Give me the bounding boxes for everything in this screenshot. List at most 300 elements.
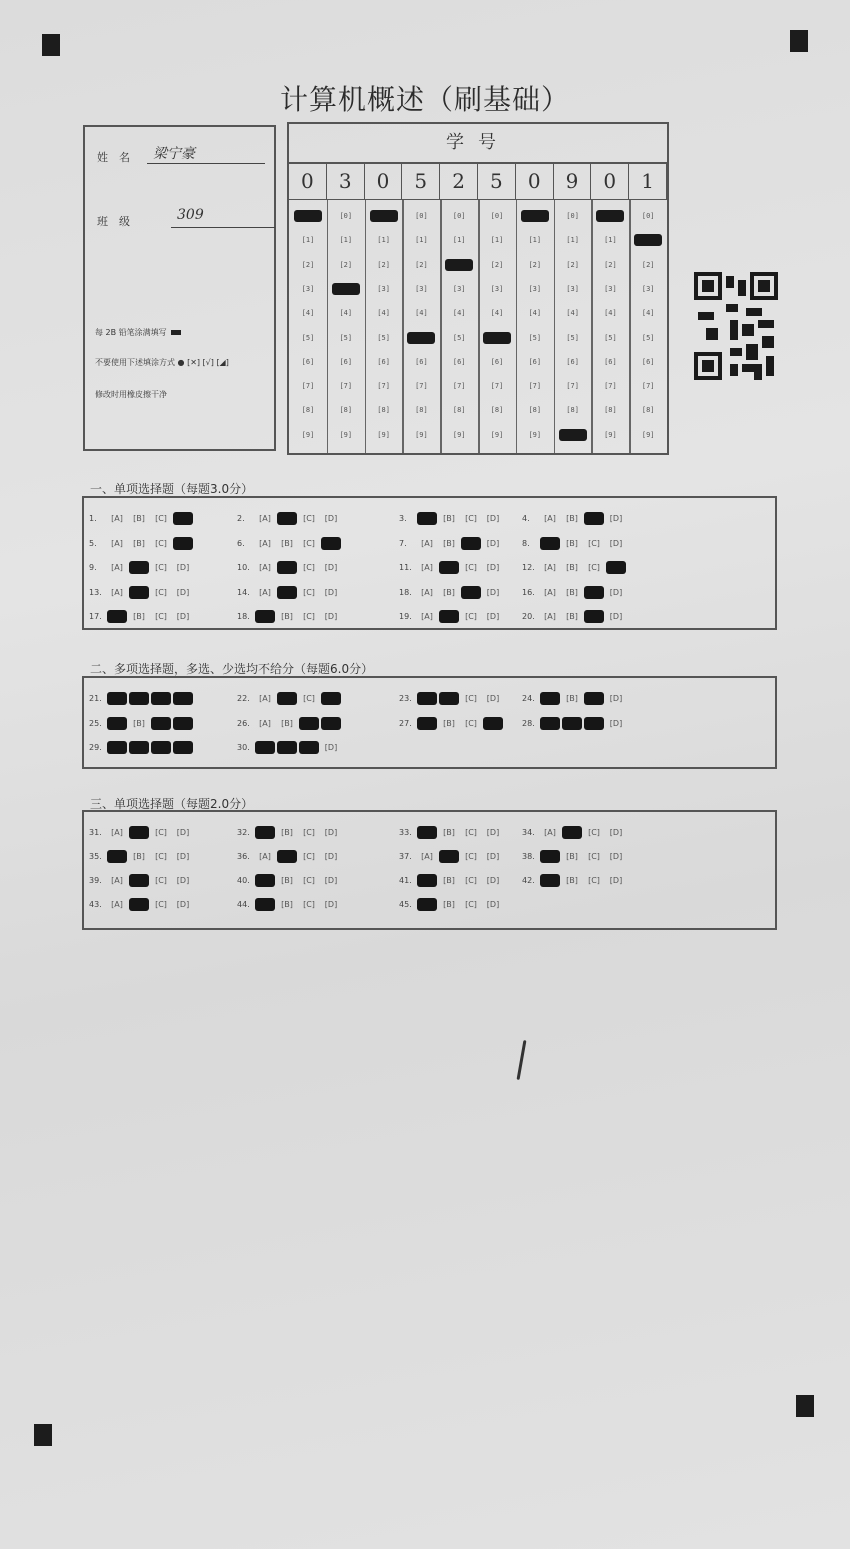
answer-option[interactable]: [D] — [486, 612, 500, 621]
answer-option[interactable]: [B] — [566, 563, 578, 572]
answer-option[interactable] — [173, 692, 193, 705]
answer-option[interactable]: [B] — [281, 900, 293, 909]
student-id-bubble[interactable]: [4] — [377, 309, 390, 318]
student-id-bubble[interactable]: [4] — [415, 309, 428, 318]
answer-option[interactable]: [B] — [566, 694, 578, 703]
question-number: 39. — [89, 876, 102, 885]
answer-option[interactable]: [D] — [324, 587, 338, 597]
student-id-bubble[interactable]: [8] — [452, 406, 466, 415]
student-id-bubble[interactable]: [5] — [528, 333, 542, 342]
answer-option[interactable]: [A] — [111, 514, 123, 523]
student-id-bubble[interactable]: [4] — [490, 309, 504, 318]
answer-option[interactable]: [C] — [465, 828, 477, 837]
answer-option[interactable]: [B] — [566, 514, 578, 523]
student-id-bubble[interactable] — [596, 210, 624, 222]
student-id-bubble[interactable] — [559, 429, 587, 441]
answer-option[interactable] — [417, 874, 437, 887]
student-id-bubble[interactable]: [7] — [377, 382, 390, 391]
student-id-bubble[interactable]: [3] — [604, 284, 617, 293]
answer-option[interactable] — [540, 537, 560, 550]
answer-option[interactable]: [B] — [281, 828, 293, 837]
student-id-bubble[interactable]: [5] — [301, 333, 315, 342]
answer-option[interactable] — [107, 610, 127, 623]
student-id-bubble[interactable]: [3] — [566, 284, 579, 293]
student-id-bubble[interactable]: [5] — [604, 333, 617, 342]
student-id-bubble[interactable]: [7] — [452, 382, 466, 391]
answer-option[interactable] — [321, 537, 341, 550]
student-id-bubble[interactable]: [4] — [528, 309, 542, 318]
answer-option[interactable]: [C] — [465, 694, 477, 703]
answer-option[interactable]: [C] — [155, 900, 167, 909]
answer-option[interactable]: [C] — [465, 718, 477, 728]
question-number: 2. — [237, 514, 245, 523]
answer-option[interactable]: [D] — [609, 694, 623, 703]
answer-option[interactable] — [255, 826, 275, 839]
answer-option[interactable]: [A] — [544, 828, 556, 837]
answer-option[interactable]: [B] — [566, 612, 578, 621]
student-id-bubble[interactable]: [0] — [566, 212, 579, 220]
student-id-bubble[interactable]: [2] — [566, 260, 579, 269]
answer-option[interactable]: [C] — [303, 852, 315, 861]
answer-option[interactable]: [A] — [421, 852, 433, 861]
answer-option[interactable] — [299, 717, 319, 730]
answer-option[interactable]: [C] — [588, 852, 600, 861]
answer-option[interactable]: [C] — [465, 900, 477, 909]
student-id-digit: 0 — [365, 164, 403, 200]
answer-option[interactable]: [D] — [486, 587, 500, 597]
answer-option[interactable]: [D] — [609, 876, 623, 885]
question-number: 31. — [89, 828, 102, 837]
student-id-bubble[interactable]: [1] — [301, 236, 315, 245]
answer-option[interactable] — [107, 717, 127, 730]
student-id-bubble[interactable]: [6] — [339, 357, 353, 366]
answer-option[interactable]: [C] — [303, 538, 315, 548]
section-1-box — [82, 496, 777, 630]
answer-option[interactable] — [417, 717, 437, 730]
answer-option[interactable]: [B] — [281, 612, 293, 621]
student-info-box — [83, 125, 276, 451]
answer-option[interactable]: [C] — [155, 612, 167, 621]
answer-option[interactable]: [A] — [544, 612, 556, 621]
answer-option[interactable] — [255, 898, 275, 911]
answer-option[interactable]: [D] — [486, 900, 500, 909]
student-id-bubble[interactable]: [1] — [528, 236, 542, 245]
answer-option[interactable]: [D] — [609, 828, 623, 837]
student-id-column-divider — [402, 200, 404, 453]
student-id-bubble[interactable]: [8] — [301, 406, 315, 415]
answer-option[interactable] — [584, 717, 604, 730]
student-id-bubble[interactable]: [4] — [641, 309, 655, 318]
student-id-bubble[interactable]: [1] — [452, 236, 466, 245]
question-number: 19. — [399, 612, 412, 621]
answer-option[interactable] — [417, 512, 437, 525]
answer-option[interactable]: [C] — [303, 694, 315, 703]
answer-option[interactable]: [D] — [486, 852, 500, 861]
student-id-bubble[interactable]: [9] — [604, 430, 617, 439]
answer-option[interactable] — [129, 874, 149, 887]
answer-option[interactable] — [540, 717, 560, 730]
answer-option[interactable]: [C] — [588, 876, 600, 885]
answer-option[interactable]: [D] — [609, 718, 623, 728]
student-id-bubble[interactable]: [3] — [528, 284, 542, 293]
student-id-bubble[interactable]: [6] — [415, 357, 428, 366]
answer-option[interactable] — [439, 692, 459, 705]
answer-option[interactable]: [D] — [176, 900, 190, 909]
answer-option[interactable]: [B] — [566, 538, 578, 548]
student-id-bubble[interactable]: [9] — [339, 430, 353, 439]
answer-option[interactable]: [D] — [324, 900, 338, 909]
question-number: 43. — [89, 900, 102, 909]
student-id-digit: 0 — [516, 164, 554, 200]
answer-option[interactable] — [277, 692, 297, 705]
answer-option[interactable]: [C] — [155, 563, 167, 572]
student-id-bubble[interactable] — [332, 283, 360, 295]
answer-option[interactable] — [129, 586, 149, 599]
student-id-bubble[interactable]: [5] — [452, 333, 466, 342]
answer-option[interactable] — [277, 561, 297, 574]
answer-option[interactable]: [B] — [566, 876, 578, 885]
student-id-bubble[interactable] — [483, 332, 511, 344]
answer-option[interactable] — [129, 692, 149, 705]
student-id-bubble[interactable]: [8] — [339, 406, 353, 415]
answer-option[interactable]: [D] — [176, 876, 190, 885]
answer-option[interactable]: [D] — [176, 612, 190, 621]
student-id-bubble[interactable]: [3] — [641, 284, 655, 293]
answer-option[interactable]: [A] — [111, 538, 123, 548]
question-number: 10. — [237, 563, 250, 572]
answer-option[interactable]: [B] — [443, 876, 455, 885]
answer-option[interactable]: [C] — [303, 587, 315, 597]
student-id-bubble[interactable]: [4] — [566, 309, 579, 318]
answer-option[interactable]: [A] — [421, 612, 433, 621]
answer-option[interactable] — [417, 898, 437, 911]
student-id-bubble[interactable]: [2] — [415, 260, 428, 269]
student-id-bubble[interactable] — [370, 210, 398, 222]
answer-option[interactable] — [107, 741, 127, 754]
answer-option[interactable]: [B] — [281, 718, 293, 728]
answer-option[interactable]: [D] — [324, 828, 338, 837]
answer-option[interactable] — [129, 898, 149, 911]
student-id-bubble[interactable]: [7] — [566, 382, 579, 391]
student-id-bubble[interactable]: [6] — [528, 357, 542, 366]
question-number: 26. — [237, 718, 250, 728]
answer-option[interactable]: [D] — [324, 743, 338, 752]
answer-option[interactable]: [A] — [111, 587, 123, 597]
answer-option[interactable]: [D] — [486, 514, 500, 523]
student-id-bubble[interactable] — [445, 259, 473, 271]
answer-option[interactable]: [A] — [259, 538, 271, 548]
answer-option[interactable]: [B] — [443, 514, 455, 523]
answer-option[interactable]: [C] — [155, 514, 167, 523]
student-id-bubble[interactable]: [4] — [301, 309, 315, 318]
student-id-bubble[interactable]: [2] — [339, 260, 353, 269]
student-id-bubble[interactable]: [0] — [452, 212, 466, 220]
student-id-bubble[interactable]: [2] — [377, 260, 390, 269]
answer-option[interactable]: [C] — [465, 852, 477, 861]
answer-option[interactable] — [107, 850, 127, 863]
student-id-bubble[interactable]: [3] — [377, 284, 390, 293]
answer-option[interactable] — [417, 826, 437, 839]
answer-option[interactable]: [D] — [176, 563, 190, 572]
answer-option[interactable]: [D] — [609, 587, 623, 597]
student-id-bubble[interactable]: [1] — [566, 236, 579, 245]
answer-option[interactable]: [C] — [465, 876, 477, 885]
student-id-bubble[interactable]: [0] — [490, 212, 504, 220]
class-value[interactable]: 309 — [171, 207, 275, 228]
question-number: 28. — [522, 718, 535, 728]
student-id-bubble[interactable]: [8] — [415, 406, 428, 415]
answer-option[interactable]: [A] — [259, 852, 271, 861]
answer-option[interactable] — [540, 692, 560, 705]
answer-option[interactable]: [A] — [111, 900, 123, 909]
student-id-bubble[interactable]: [2] — [641, 260, 655, 269]
student-id-bubble[interactable]: [9] — [490, 430, 504, 439]
fill-instruction: 每 2B 铅笔涂满填写 — [95, 327, 181, 338]
student-id-bubble[interactable]: [7] — [339, 382, 353, 391]
student-id-bubble[interactable]: [8] — [604, 406, 617, 415]
answer-option[interactable] — [584, 692, 604, 705]
name-row — [97, 146, 195, 165]
answer-option[interactable]: [C] — [303, 563, 315, 572]
answer-option[interactable]: [C] — [303, 514, 315, 523]
answer-option[interactable]: [C] — [465, 612, 477, 621]
answer-option[interactable]: [B] — [443, 538, 455, 548]
student-id-bubble[interactable]: [8] — [490, 406, 504, 415]
student-id-bubble[interactable]: [5] — [339, 333, 353, 342]
answer-option[interactable] — [439, 610, 459, 623]
student-id-bubble[interactable]: [1] — [377, 236, 390, 245]
answer-option[interactable]: [B] — [133, 514, 145, 523]
student-id-bubble[interactable]: [7] — [490, 382, 504, 391]
answer-option[interactable] — [562, 717, 582, 730]
student-id-bubble[interactable]: [5] — [641, 333, 655, 342]
student-id-bubble[interactable]: [4] — [452, 309, 466, 318]
answer-option[interactable]: [D] — [176, 587, 190, 597]
student-id-bubble[interactable]: [5] — [377, 333, 390, 342]
answer-option[interactable]: [A] — [421, 563, 433, 572]
student-id-bubble[interactable]: [2] — [301, 260, 315, 269]
answer-option[interactable]: [B] — [133, 538, 145, 548]
student-id-bubble[interactable]: [8] — [377, 406, 390, 415]
answer-option[interactable]: [A] — [259, 514, 271, 523]
answer-option[interactable]: [A] — [111, 876, 123, 885]
answer-option[interactable]: [C] — [155, 876, 167, 885]
answer-option[interactable] — [173, 741, 193, 754]
answer-option[interactable] — [584, 586, 604, 599]
answer-option[interactable]: [D] — [486, 694, 500, 703]
answer-option[interactable] — [483, 717, 503, 730]
answer-option[interactable]: [D] — [486, 828, 500, 837]
answer-option[interactable]: [A] — [544, 563, 556, 572]
answer-option[interactable] — [584, 610, 604, 623]
student-id-bubble[interactable]: [8] — [528, 406, 542, 415]
answer-option[interactable]: [C] — [465, 563, 477, 572]
student-id-bubble[interactable]: [6] — [641, 357, 655, 366]
answer-option[interactable]: [D] — [609, 852, 623, 861]
answer-option[interactable]: [B] — [443, 900, 455, 909]
answer-option[interactable] — [606, 561, 626, 574]
name-value[interactable]: 梁宁豪 — [147, 143, 265, 164]
answer-option[interactable] — [129, 741, 149, 754]
answer-option[interactable]: [A] — [111, 563, 123, 572]
answer-option[interactable]: [A] — [421, 587, 433, 597]
student-id-bubble[interactable] — [294, 210, 322, 222]
answer-option[interactable]: [D] — [486, 876, 500, 885]
question-number: 41. — [399, 876, 412, 885]
student-id-bubble[interactable]: [6] — [490, 357, 504, 366]
student-id-bubble[interactable]: [0] — [415, 212, 428, 220]
student-id-bubble[interactable]: [8] — [641, 406, 655, 415]
answer-option[interactable]: [C] — [155, 828, 167, 837]
student-id-bubble[interactable]: [3] — [490, 284, 504, 293]
student-id-bubble[interactable]: [1] — [339, 236, 353, 245]
answer-option[interactable]: [B] — [281, 538, 293, 548]
student-id-bubble[interactable]: [2] — [528, 260, 542, 269]
answer-option[interactable]: [D] — [324, 514, 338, 523]
answer-option[interactable]: [C] — [303, 612, 315, 621]
answer-option[interactable]: [D] — [324, 876, 338, 885]
answer-option[interactable]: [C] — [588, 828, 600, 837]
answer-option[interactable] — [584, 512, 604, 525]
answer-option[interactable]: [A] — [259, 587, 271, 597]
answer-option[interactable] — [417, 692, 437, 705]
answer-option[interactable]: [A] — [259, 563, 271, 572]
answer-option[interactable] — [299, 741, 319, 754]
answer-option[interactable] — [129, 826, 149, 839]
answer-option[interactable]: [D] — [324, 563, 338, 572]
answer-option[interactable]: [D] — [486, 563, 500, 572]
student-id-bubble[interactable]: [6] — [301, 357, 315, 366]
answer-option[interactable]: [C] — [303, 876, 315, 885]
answer-option[interactable]: [B] — [133, 612, 145, 621]
answer-option[interactable]: [D] — [609, 612, 623, 621]
answer-option[interactable]: [D] — [324, 852, 338, 861]
answer-option[interactable] — [439, 850, 459, 863]
answer-option[interactable] — [562, 826, 582, 839]
answer-option[interactable] — [439, 561, 459, 574]
answer-option[interactable] — [151, 717, 171, 730]
answer-option[interactable]: [C] — [155, 538, 167, 548]
student-id-bubble[interactable]: [9] — [301, 430, 315, 439]
answer-option[interactable]: [C] — [155, 587, 167, 597]
answer-option[interactable] — [173, 537, 193, 550]
answer-option[interactable]: [B] — [443, 828, 455, 837]
answer-option[interactable]: [B] — [133, 718, 145, 728]
answer-option[interactable]: [C] — [303, 900, 315, 909]
answer-option[interactable] — [321, 692, 341, 705]
student-id-bubble[interactable]: [7] — [604, 382, 617, 391]
answer-option[interactable] — [255, 610, 275, 623]
student-id-bubble[interactable]: [9] — [452, 430, 466, 439]
answer-option[interactable]: [C] — [588, 563, 600, 572]
student-id-bubble[interactable]: [9] — [528, 430, 542, 439]
answer-option[interactable] — [255, 741, 275, 754]
student-id-bubble[interactable]: [8] — [566, 406, 579, 415]
student-id-bubble[interactable]: [0] — [641, 212, 655, 220]
answer-option[interactable] — [255, 874, 275, 887]
question-number: 9. — [89, 563, 97, 572]
student-id-bubble[interactable]: [7] — [415, 382, 428, 391]
answer-option[interactable] — [173, 512, 193, 525]
answer-option[interactable] — [277, 586, 297, 599]
student-id-bubble[interactable]: [6] — [452, 357, 466, 366]
student-id-bubble[interactable]: [2] — [604, 260, 617, 269]
answer-option[interactable]: [C] — [465, 514, 477, 523]
answer-option[interactable] — [173, 717, 193, 730]
student-id-bubble[interactable]: [7] — [641, 382, 655, 391]
student-id-bubble[interactable]: [6] — [604, 357, 617, 366]
student-id-bubble[interactable] — [634, 234, 662, 246]
student-id-bubble[interactable]: [4] — [339, 309, 353, 318]
student-id-bubble[interactable]: [3] — [415, 284, 428, 293]
answer-option[interactable]: [D] — [176, 852, 190, 861]
student-id-bubble[interactable]: [9] — [377, 430, 390, 439]
student-id-bubble[interactable]: [4] — [604, 309, 617, 318]
answer-option[interactable] — [151, 692, 171, 705]
answer-option[interactable]: [C] — [303, 828, 315, 837]
student-id-bubble[interactable]: [1] — [604, 236, 617, 245]
answer-option[interactable]: [B] — [133, 852, 145, 861]
answer-option[interactable] — [461, 586, 481, 599]
answer-option[interactable] — [151, 741, 171, 754]
answer-option[interactable]: [B] — [281, 876, 293, 885]
answer-option[interactable]: [D] — [324, 612, 338, 621]
answer-option[interactable]: [C] — [155, 852, 167, 861]
answer-option[interactable] — [321, 717, 341, 730]
answer-option[interactable]: [D] — [609, 514, 623, 523]
student-id-bubble[interactable]: [9] — [641, 430, 655, 439]
answer-option[interactable]: [D] — [609, 538, 623, 548]
answer-option[interactable] — [277, 850, 297, 863]
answer-option[interactable]: [A] — [259, 694, 271, 703]
answer-option[interactable]: [B] — [566, 852, 578, 861]
answer-option[interactable]: [B] — [443, 587, 455, 597]
student-id-bubble[interactable]: [3] — [452, 284, 466, 293]
answer-option[interactable]: [D] — [176, 828, 190, 837]
student-id-bubble[interactable] — [521, 210, 549, 222]
answer-option[interactable] — [277, 512, 297, 525]
student-id-bubble[interactable]: [5] — [566, 333, 579, 342]
answer-option[interactable]: [A] — [544, 514, 556, 523]
student-id-bubble[interactable] — [407, 332, 435, 344]
answer-option[interactable]: [A] — [111, 828, 123, 837]
answer-option[interactable] — [107, 692, 127, 705]
student-id-bubble[interactable]: [7] — [301, 382, 315, 391]
student-id-bubble[interactable]: [6] — [377, 357, 390, 366]
answer-option[interactable]: [A] — [259, 718, 271, 728]
answer-option[interactable]: [B] — [443, 718, 455, 728]
student-id-bubble[interactable]: [2] — [490, 260, 504, 269]
student-id-bubble[interactable]: [1] — [415, 236, 428, 245]
answer-option[interactable]: [B] — [566, 587, 578, 597]
answer-option[interactable]: [C] — [588, 538, 600, 548]
student-id-bubble[interactable]: [0] — [339, 212, 353, 220]
student-id-bubble[interactable]: [1] — [490, 236, 504, 245]
answer-option[interactable] — [129, 561, 149, 574]
answer-option[interactable]: [D] — [486, 538, 500, 548]
student-id-bubble[interactable]: [7] — [528, 382, 542, 391]
answer-option[interactable] — [461, 537, 481, 550]
student-id-bubble[interactable]: [3] — [301, 284, 315, 293]
answer-option[interactable] — [540, 850, 560, 863]
question-number: 13. — [89, 587, 102, 597]
student-id-bubble[interactable]: [6] — [566, 357, 579, 366]
answer-option[interactable] — [540, 874, 560, 887]
student-id-bubble[interactable]: [9] — [415, 430, 428, 439]
answer-option[interactable] — [277, 741, 297, 754]
answer-option[interactable]: [A] — [544, 587, 556, 597]
answer-option[interactable]: [A] — [421, 538, 433, 548]
